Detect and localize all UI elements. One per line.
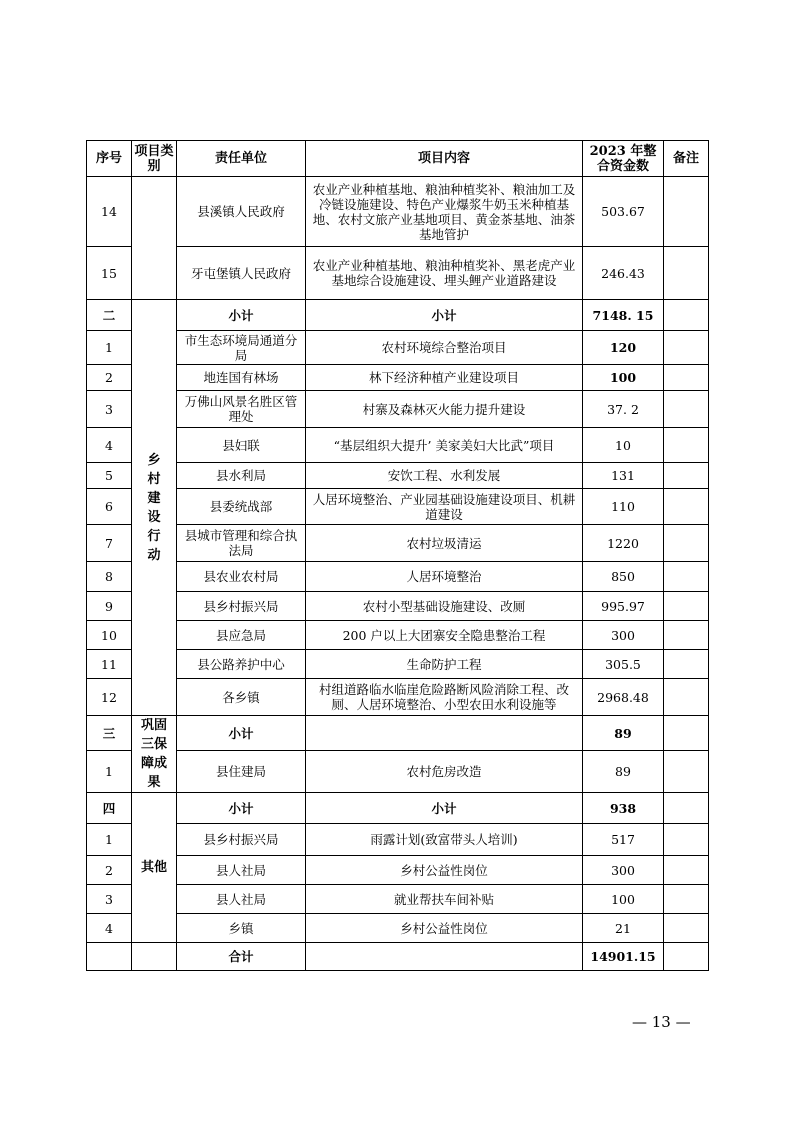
subtotal-content: 小计	[306, 793, 583, 824]
row-content: 人居环境整治、产业园基础设施建设项目、机耕道建设	[306, 489, 583, 525]
row-content: 乡村公益性岗位	[306, 856, 583, 885]
row-unit: 县农业农村局	[177, 562, 306, 592]
row-unit: 县城市管理和综合执法局	[177, 525, 306, 562]
table-row	[87, 365, 709, 391]
row-unit: 市生态环境局通道分局	[177, 331, 306, 365]
row-seq: 15	[87, 247, 132, 300]
subtotal-funds: 938	[583, 793, 664, 824]
row-unit: 县人社局	[177, 856, 306, 885]
row-funds: 305.5	[583, 650, 664, 679]
category-rural-construction: 乡村建设行动	[132, 300, 177, 716]
row-note	[664, 751, 709, 793]
row-funds: 995.97	[583, 592, 664, 621]
row-unit: 乡镇	[177, 914, 306, 943]
row-note	[664, 525, 709, 562]
row-note	[664, 650, 709, 679]
row-seq: 4	[87, 914, 132, 943]
row-note	[664, 177, 709, 247]
subtotal-content: 小计	[306, 300, 583, 331]
row-unit: 牙屯堡镇人民政府	[177, 247, 306, 300]
row-seq: 11	[87, 650, 132, 679]
row-funds: 100	[583, 365, 664, 391]
row-note	[664, 489, 709, 525]
row-note	[664, 428, 709, 463]
row-unit: 万佛山风景名胜区管理处	[177, 391, 306, 428]
row-unit: 县人社局	[177, 885, 306, 914]
total-label: 合计	[177, 943, 306, 971]
table-row	[87, 177, 709, 247]
row-content: “基层组织大提升’ 美家美妇大比武”项目	[306, 428, 583, 463]
row-content: 就业帮扶车间补贴	[306, 885, 583, 914]
row-funds: 300	[583, 621, 664, 650]
table-row	[87, 463, 709, 489]
table-row	[87, 621, 709, 650]
row-content: 雨露计划(致富带头人培训)	[306, 824, 583, 856]
subtotal-row	[87, 716, 709, 751]
row-note	[664, 365, 709, 391]
row-funds: 110	[583, 489, 664, 525]
row-funds: 100	[583, 885, 664, 914]
funding-table	[86, 140, 709, 971]
row-unit: 县委统战部	[177, 489, 306, 525]
header-row	[87, 141, 709, 177]
header-unit: 责任单位	[177, 141, 306, 177]
row-note	[664, 679, 709, 716]
row-seq: 9	[87, 592, 132, 621]
row-note	[664, 562, 709, 592]
row-unit: 各乡镇	[177, 679, 306, 716]
row-funds: 89	[583, 751, 664, 793]
row-unit: 县公路养护中心	[177, 650, 306, 679]
table-row	[87, 391, 709, 428]
row-content: 人居环境整治	[306, 562, 583, 592]
row-content: 农业产业种植基地、粮油种植奖补、黑老虎产业基地综合设施建设、埋头鲤产业道路建设	[306, 247, 583, 300]
subtotal-row	[87, 300, 709, 331]
row-funds: 2968.48	[583, 679, 664, 716]
row-note	[664, 247, 709, 300]
table-row	[87, 824, 709, 856]
row-content: 农村危房改造	[306, 751, 583, 793]
header-funds: 2023 年整合资金数	[583, 141, 664, 177]
total-category	[132, 943, 177, 971]
row-note	[664, 463, 709, 489]
table-row	[87, 650, 709, 679]
table-row	[87, 562, 709, 592]
row-note	[664, 793, 709, 824]
total-content	[306, 943, 583, 971]
table-row	[87, 331, 709, 365]
row-content: 农村小型基础设施建设、改厕	[306, 592, 583, 621]
row-unit: 县妇联	[177, 428, 306, 463]
table-row	[87, 489, 709, 525]
subtotal-content	[306, 716, 583, 751]
row-note	[664, 885, 709, 914]
row-note	[664, 856, 709, 885]
row-funds: 131	[583, 463, 664, 489]
row-seq: 12	[87, 679, 132, 716]
row-funds: 850	[583, 562, 664, 592]
row-note	[664, 592, 709, 621]
category-cell-empty	[132, 177, 177, 300]
row-funds: 37. 2	[583, 391, 664, 428]
row-unit: 地连国有林场	[177, 365, 306, 391]
row-seq: 1	[87, 751, 132, 793]
total-seq	[87, 943, 132, 971]
table-row	[87, 856, 709, 885]
row-seq: 4	[87, 428, 132, 463]
row-note	[664, 943, 709, 971]
row-seq: 3	[87, 885, 132, 914]
row-funds: 10	[583, 428, 664, 463]
row-seq: 5	[87, 463, 132, 489]
subtotal-label: 小计	[177, 300, 306, 331]
category-consolidate: 巩固三保障成果	[132, 716, 177, 793]
row-seq: 14	[87, 177, 132, 247]
row-funds: 517	[583, 824, 664, 856]
row-content: 农村垃圾清运	[306, 525, 583, 562]
row-content: 农业产业种植基地、粮油种植奖补、粮油加工及冷链设施建设、特色产业爆浆牛奶玉米种植基地、农村文旅产业基地项目、黄金茶基地、油茶基地管护	[306, 177, 583, 247]
table-row	[87, 428, 709, 463]
table-row	[87, 751, 709, 793]
row-content: 农村环境综合整治项目	[306, 331, 583, 365]
table-row	[87, 914, 709, 943]
header-content: 项目内容	[306, 141, 583, 177]
subtotal-row	[87, 793, 709, 824]
row-unit: 县住建局	[177, 751, 306, 793]
category-other: 其他	[132, 793, 177, 943]
row-content: 村寨及森林灭火能力提升建设	[306, 391, 583, 428]
header-note: 备注	[664, 141, 709, 177]
row-funds: 120	[583, 331, 664, 365]
row-seq: 7	[87, 525, 132, 562]
row-content: 生命防护工程	[306, 650, 583, 679]
row-seq: 2	[87, 856, 132, 885]
section-number: 二	[87, 300, 132, 331]
table-row	[87, 592, 709, 621]
row-funds: 21	[583, 914, 664, 943]
table-row	[87, 247, 709, 300]
subtotal-label: 小计	[177, 716, 306, 751]
section-number: 三	[87, 716, 132, 751]
row-content: 200 户以上大团寨安全隐患整治工程	[306, 621, 583, 650]
row-content: 安饮工程、水利发展	[306, 463, 583, 489]
row-note	[664, 716, 709, 751]
total-row	[87, 943, 709, 971]
row-unit: 县乡村振兴局	[177, 824, 306, 856]
row-unit: 县应急局	[177, 621, 306, 650]
section-number: 四	[87, 793, 132, 824]
row-seq: 8	[87, 562, 132, 592]
row-funds: 1220	[583, 525, 664, 562]
row-funds: 503.67	[583, 177, 664, 247]
row-note	[664, 391, 709, 428]
row-note	[664, 824, 709, 856]
header-category: 项目类别	[132, 141, 177, 177]
subtotal-label: 小计	[177, 793, 306, 824]
row-note	[664, 300, 709, 331]
subtotal-funds: 7148. 15	[583, 300, 664, 331]
total-funds: 14901.15	[583, 943, 664, 971]
row-seq: 3	[87, 391, 132, 428]
row-unit: 县水利局	[177, 463, 306, 489]
table-row	[87, 885, 709, 914]
row-seq: 1	[87, 331, 132, 365]
row-seq: 1	[87, 824, 132, 856]
row-seq: 10	[87, 621, 132, 650]
row-seq: 2	[87, 365, 132, 391]
page-number: — 13 —	[632, 1013, 691, 1031]
table-row	[87, 679, 709, 716]
subtotal-funds: 89	[583, 716, 664, 751]
row-note	[664, 914, 709, 943]
header-seq: 序号	[87, 141, 132, 177]
table-row	[87, 525, 709, 562]
row-unit: 县溪镇人民政府	[177, 177, 306, 247]
row-note	[664, 331, 709, 365]
row-unit: 县乡村振兴局	[177, 592, 306, 621]
row-funds: 300	[583, 856, 664, 885]
row-content: 林下经济种植产业建设项目	[306, 365, 583, 391]
row-content: 村组道路临水临崖危险路断风险消除工程、改厕、人居环境整治、小型农田水利设施等	[306, 679, 583, 716]
row-content: 乡村公益性岗位	[306, 914, 583, 943]
row-seq: 6	[87, 489, 132, 525]
row-note	[664, 621, 709, 650]
row-funds: 246.43	[583, 247, 664, 300]
